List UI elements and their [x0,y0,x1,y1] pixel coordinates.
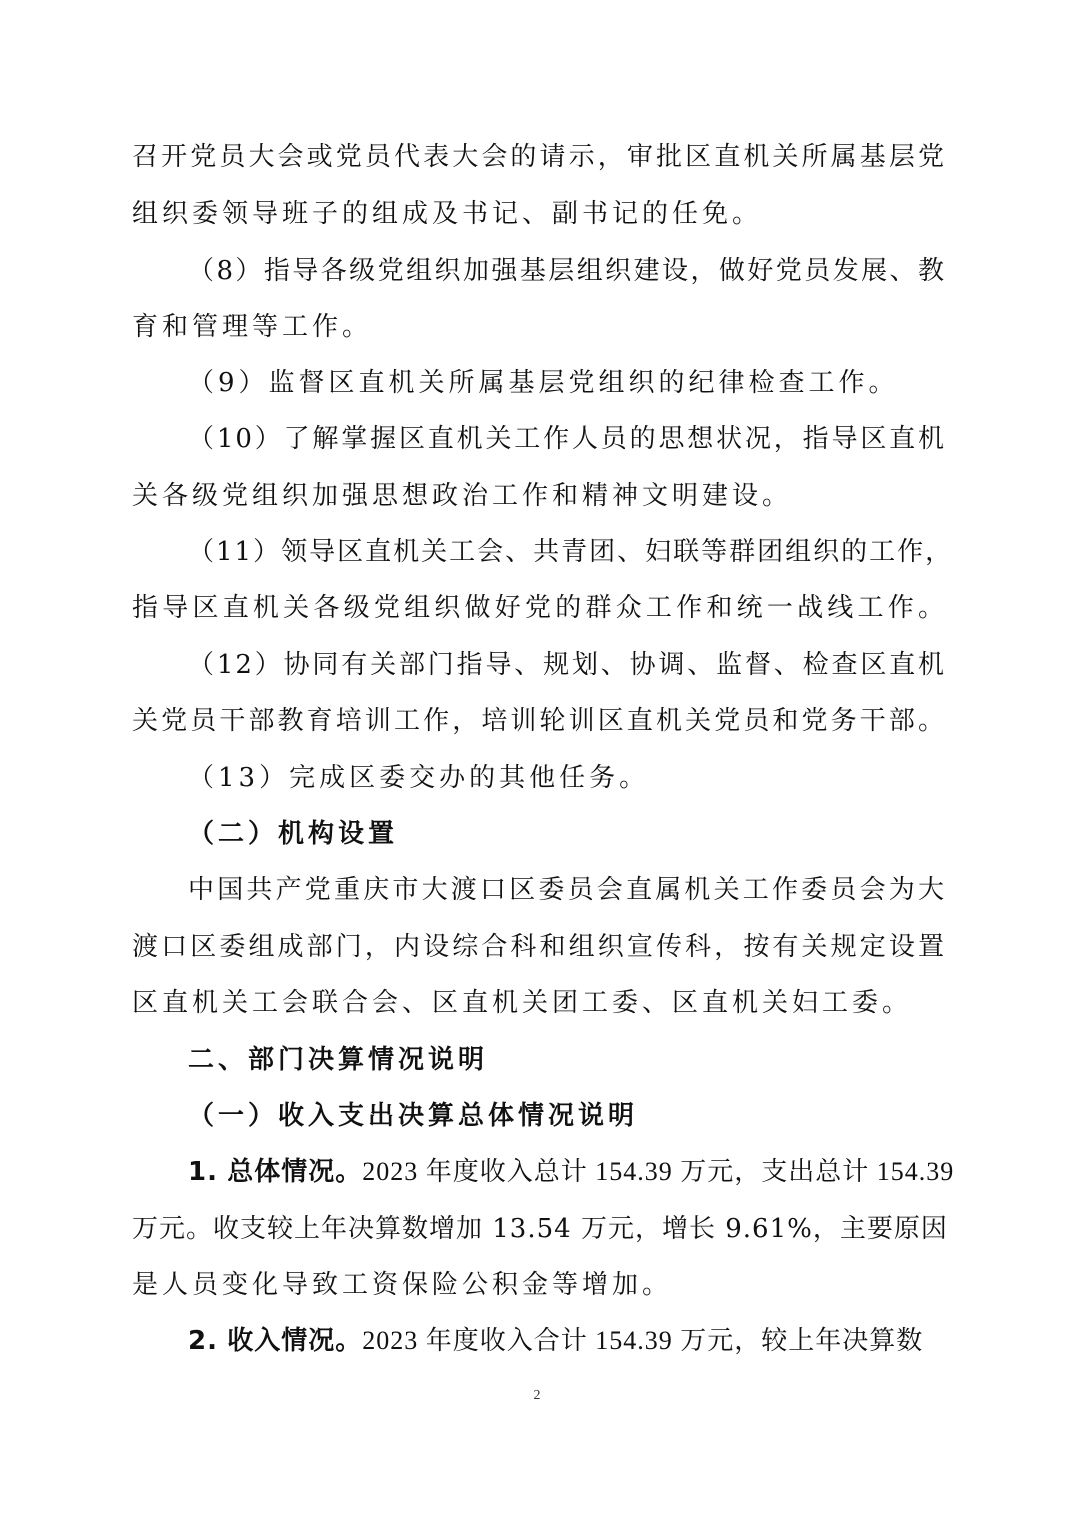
paragraph-income [188,1324,946,1358]
paragraph-line: 区直机关工会联合会、区直机关团工委、区直机关妇工委。 [132,988,913,1018]
paragraph-line: 关党员干部教育培训工作，培训轮训区直机关党员和党务干部。 [132,706,946,736]
paragraph-line: 渡口区委组成部门，内设综合科和组织宣传科，按有关规定设置 [132,932,946,962]
item-number: 1. [188,1157,218,1187]
section-heading-institution: （二）机构设置 [188,819,399,849]
paragraph-line: 召开党员大会或党员代表大会的请示，审批区直机关所属基层党 [132,142,946,172]
paragraph-text: 2023 年度收入总计 154.39 万元，支出总计 154.39 [362,1157,955,1186]
paragraph-text: 2023 年度收入合计 154.39 万元，较上年决算数 [362,1326,924,1355]
run-in-heading: 总体情况。 [227,1157,363,1187]
paragraph-line: 万元。收支较上年决算数增加 13.54 万元，增长 9.61%，主要原因 [132,1214,948,1244]
list-item-11: （11）领导区直机关工会、共青团、妇联等群团组织的工作， [188,537,954,567]
paragraph-line: 组织委领导班子的组成及书记、副书记的任免。 [132,199,763,229]
section-heading-final-accounts: 二、部门决算情况说明 [188,1045,489,1075]
list-item-13: （13）完成区委交办的其他任务。 [188,763,650,793]
page-number: 2 [533,1388,541,1403]
paragraph-overall [188,1155,955,1189]
list-item-9: （9）监督区直机关所属基层党组织的纪律检查工作。 [188,368,899,398]
paragraph-line: 关各级党组织加强思想政治工作和精神文明建设。 [132,481,793,511]
paragraph-line: 是人员变化导致工资保险公积金等增加。 [132,1270,673,1300]
paragraph-line: 中国共产党重庆市大渡口区委员会直属机关工作委员会为大 [188,875,946,905]
item-number: 2. [188,1326,218,1356]
list-item-12: （12）协同有关部门指导、规划、协调、监督、检查区直机 [188,650,946,680]
list-item-8: （8）指导各级党组织加强基层组织建设，做好党员发展、教 [188,256,946,286]
run-in-heading: 收入情况。 [227,1326,363,1356]
subsection-heading-overall: （一）收入支出决算总体情况说明 [188,1101,639,1131]
list-item-10: （10）了解掌握区直机关工作人员的思想状况，指导区直机 [188,424,946,454]
paragraph-line: 指导区直机关各级党组织做好党的群众工作和统一战线工作。 [132,593,946,623]
paragraph-line: 育和管理等工作。 [132,312,373,342]
